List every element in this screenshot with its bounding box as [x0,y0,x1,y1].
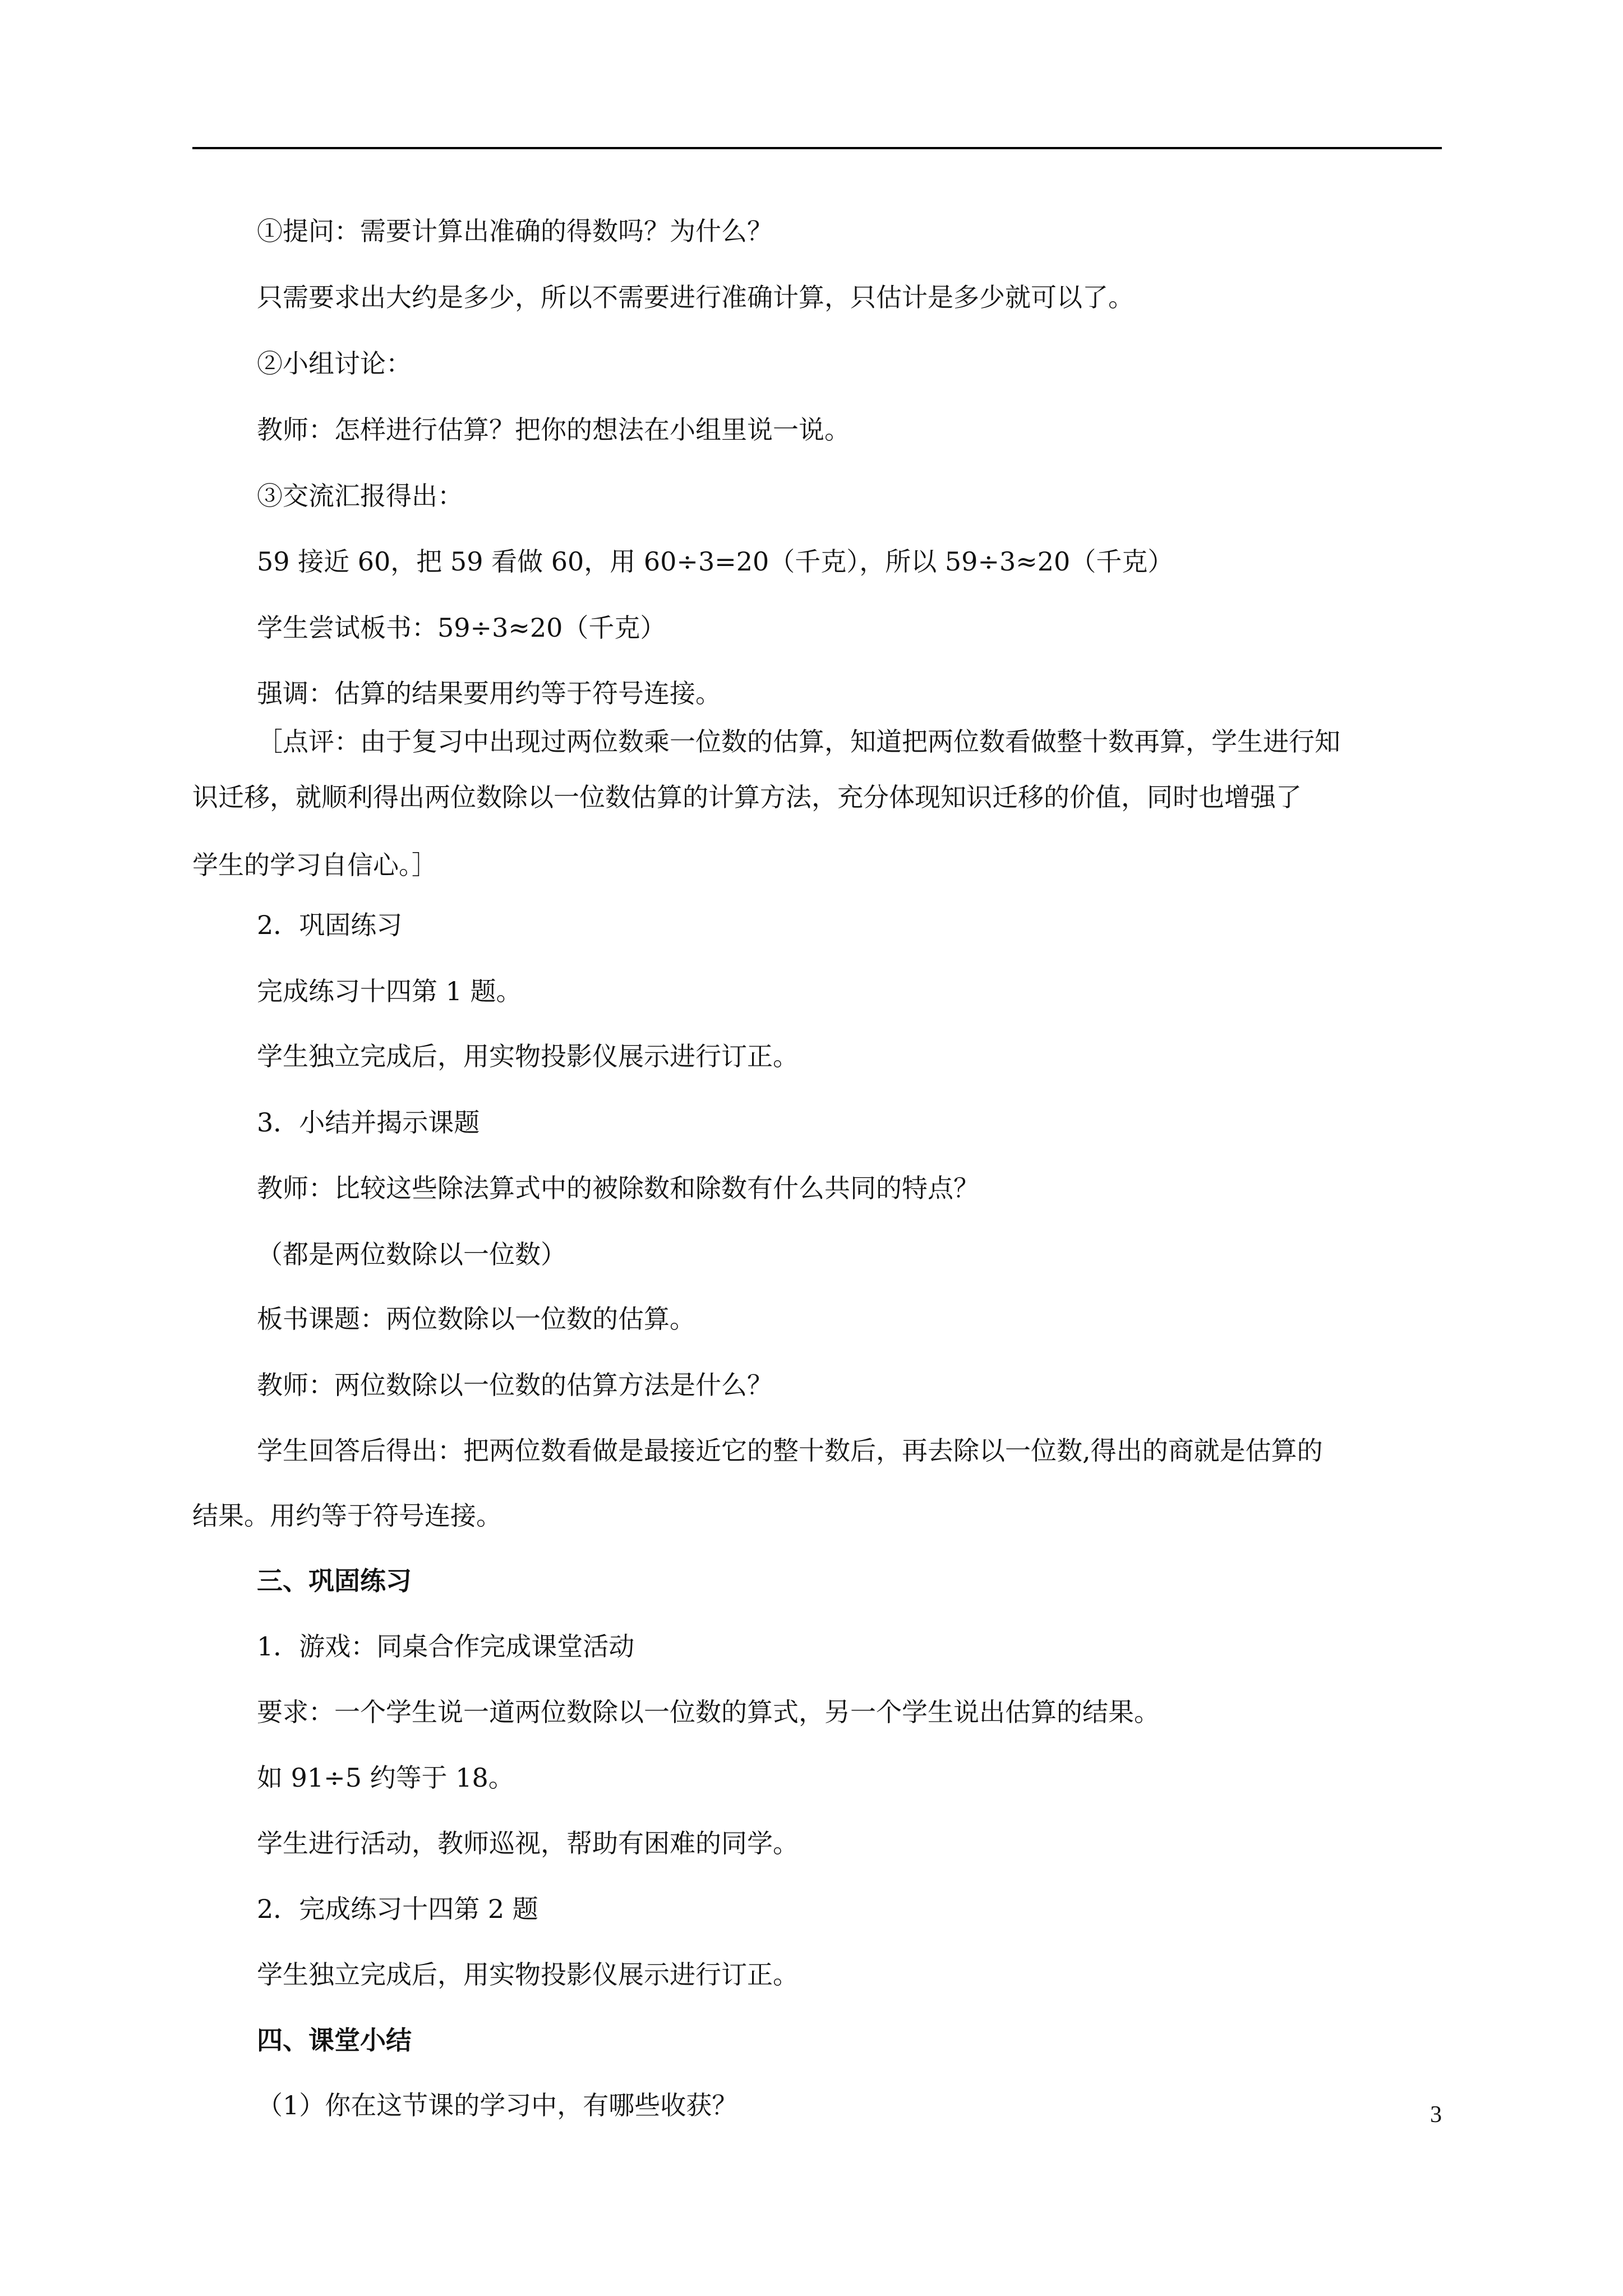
section-heading: 四、课堂小结 [257,2025,412,2055]
paragraph-line: 学生独立完成后，用实物投影仪展示进行订正。 [257,1041,799,1071]
paragraph-line: ①提问：需要计算出准确的得数吗？为什么？ [257,216,773,246]
paragraph-line: 学生进行活动，教师巡视，帮助有困难的同学。 [257,1828,799,1858]
paragraph-line: 59 接近 60，把 59 看做 60，用 60÷3=20（千克），所以 59÷3≈20（千克） [257,546,1174,577]
paragraph-line: （都是两位数除以一位数） [257,1239,566,1269]
paragraph-line: 3．小结并揭示课题 [257,1107,480,1138]
paragraph-line: 板书课题：两位数除以一位数的估算。 [257,1304,695,1334]
paragraph-line: 学生独立完成后，用实物投影仪展示进行订正。 [257,1959,799,1990]
paragraph-line: 2．完成练习十四第 2 题 [257,1894,538,1924]
paragraph-line: 只需要求出大约是多少，所以不需要进行准确计算，只估计是多少就可以了。 [257,282,1134,312]
section-heading: 三、巩固练习 [257,1566,412,1596]
paragraph-line: 如 91÷5 约等于 18。 [257,1763,514,1793]
page-number: 3 [1430,2102,1442,2128]
paragraph-line: 学生的学习自信心。］ [192,850,437,880]
paragraph-line: （1）你在这节课的学习中，有哪些收获？ [257,2090,738,2120]
paragraph-line: 教师：怎样进行估算？把你的想法在小组里说一说。 [257,415,850,445]
paragraph-line: 2．巩固练习 [257,910,403,940]
paragraph-line: ②小组讨论： [257,348,412,379]
paragraph-line: 识迁移，就顺利得出两位数除以一位数估算的计算方法，充分体现知识迁移的价值，同时也增强了 [192,782,1302,812]
paragraph-line: 1．游戏：同桌合作完成课堂活动 [257,1631,635,1662]
paragraph-line: 教师：比较这些除法算式中的被除数和除数有什么共同的特点？ [257,1173,979,1203]
paragraph-line: 结果。用约等于符号连接。 [192,1501,502,1531]
paragraph-line: 学生回答后得出：把两位数看做是最接近它的整十数后，再去除以一位数,得出的商就是估算的 [257,1435,1323,1466]
paragraph-line: ［点评：由于复习中出现过两位数乘一位数的估算，知道把两位数看做整十数再算，学生进行知 [257,726,1340,757]
paragraph-line: 学生尝试板书：59÷3≈20（千克） [257,613,666,643]
paragraph-line: 教师：两位数除以一位数的估算方法是什么？ [257,1370,773,1400]
paragraph-line: 完成练习十四第 1 题。 [257,976,522,1006]
paragraph-line: 要求：一个学生说一道两位数除以一位数的算式，另一个学生说出估算的结果。 [257,1697,1160,1727]
paragraph-line: ③交流汇报得出： [257,481,463,511]
paragraph-line: 强调：估算的结果要用约等于符号连接。 [257,678,721,708]
